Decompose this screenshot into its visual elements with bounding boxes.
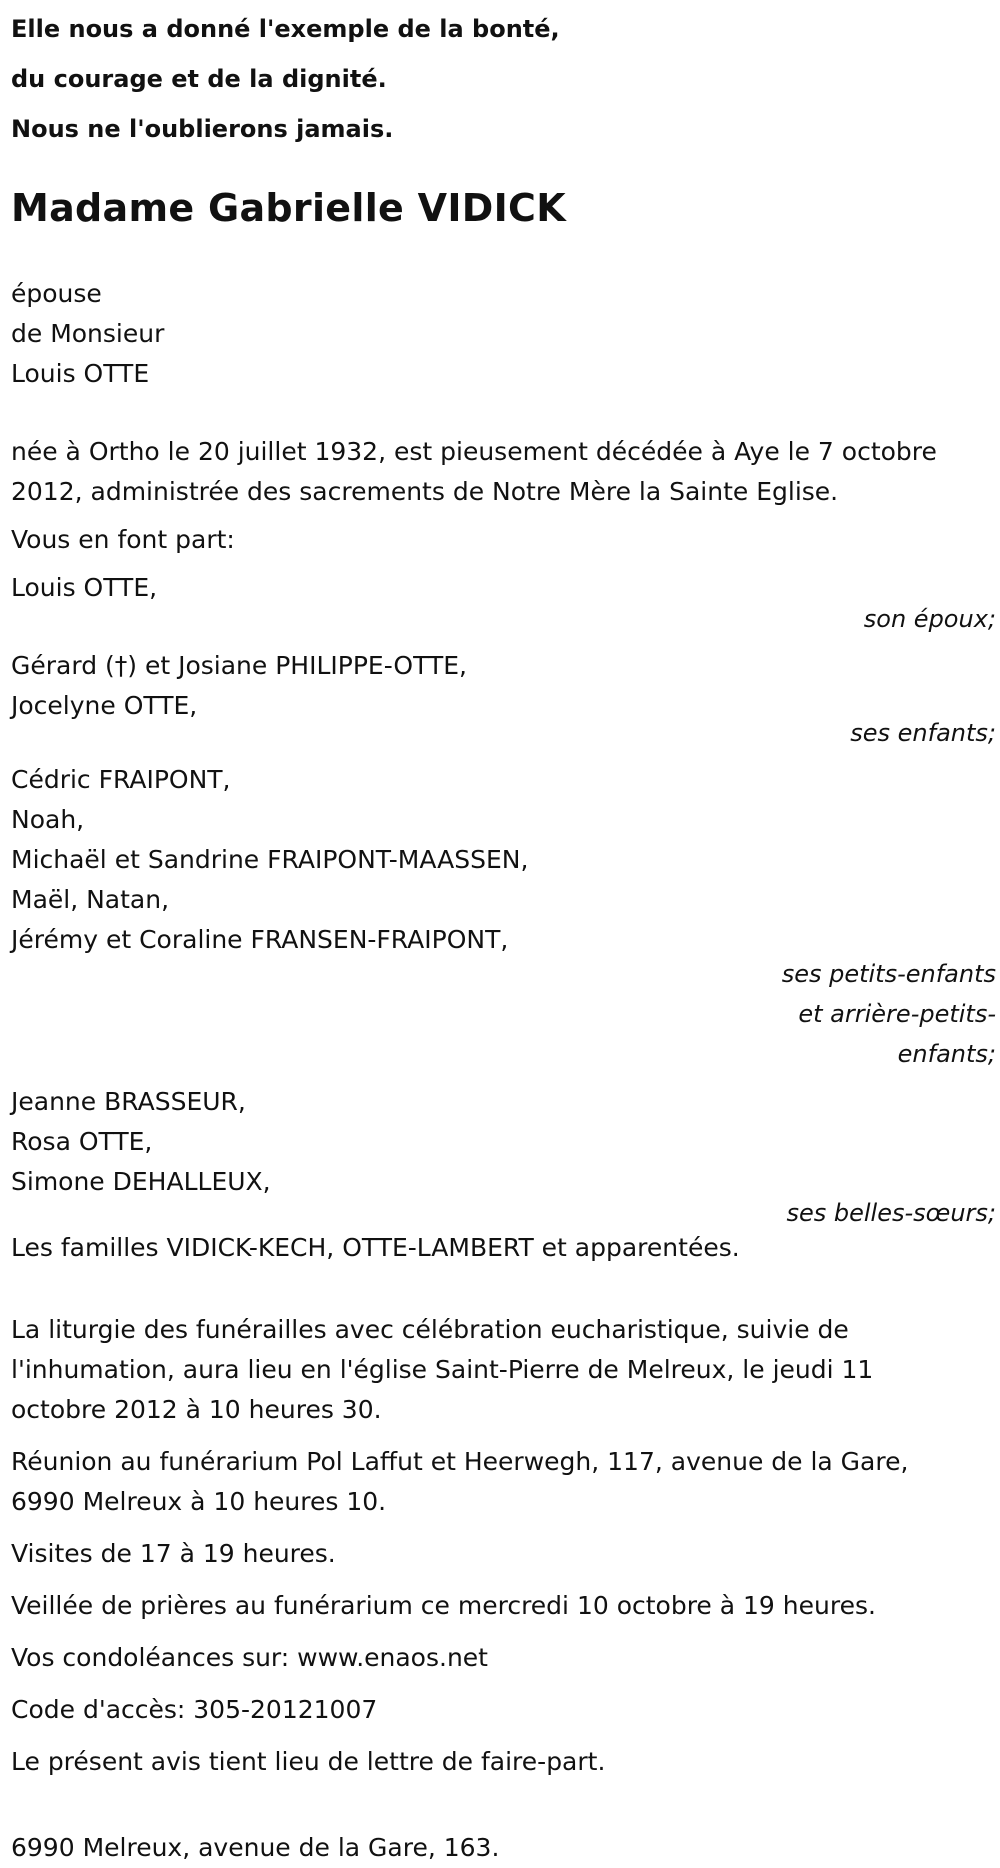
reunion-info (11, 1442, 996, 1522)
relation-line: enfants; (897, 1040, 996, 1068)
spouse-info (11, 274, 996, 394)
liturgy-line: l'inhumation, aura lieu en l'église Saint-Pierre de Melreux, le jeudi 11 (11, 1355, 874, 1384)
relation-label (11, 954, 996, 1074)
motto-line: du courage et de la dignité. (11, 65, 387, 93)
family-member: Gérard (†) et Josiane PHILIPPE-OTTE, (11, 651, 467, 680)
vigil-text: Veillée de prières au funérarium ce mercredi 10 octobre à 19 heures. (11, 1591, 876, 1620)
liturgy-info (11, 1310, 996, 1430)
family-group-sisters-in-law (11, 1082, 996, 1232)
spouse-line: épouse (11, 279, 102, 308)
visits-text: Visites de 17 à 19 heures. (11, 1539, 336, 1568)
intro-text: Vous en font part: (11, 525, 235, 554)
family-member: Jeanne BRASSEUR, (11, 1087, 246, 1116)
family-member: Noah, (11, 805, 85, 834)
family-group-grandchildren (11, 760, 996, 1074)
motto-line: Elle nous a donné l'exemple de la bonté, (11, 15, 560, 43)
condolences-text: Vos condoléances sur: www.enaos.net (11, 1643, 488, 1672)
relation-line: et arrière-petits- (798, 1000, 996, 1028)
relation-label: ses belles-sœurs; (786, 1199, 996, 1227)
birth-death-text: née à Ortho le 20 juillet 1932, est pieusement décédée à Aye le 7 octobre 2012, administrée des sacrements de Notre Mère la Sainte Eglise. (11, 437, 937, 506)
relation-label: ses enfants; (850, 719, 996, 747)
family-member: Simone DEHALLEUX, (11, 1167, 271, 1196)
relation-line: ses petits-enfants (781, 960, 996, 988)
access-code-text: Code d'accès: 305-20121007 (11, 1695, 378, 1724)
family-member: Michaël et Sandrine FRAIPONT-MAASSEN, (11, 845, 529, 874)
liturgy-line: octobre 2012 à 10 heures 30. (11, 1395, 382, 1424)
family-group-spouse (11, 568, 996, 638)
liturgy-line: La liturgie des funérailles avec célébration eucharistique, suivie de (11, 1315, 849, 1344)
notice-text: Le présent avis tient lieu de lettre de faire-part. (11, 1747, 606, 1776)
reunion-line: 6990 Melreux à 10 heures 10. (11, 1487, 387, 1516)
family-member: Jérémy et Coraline FRANSEN-FRAIPONT, (11, 925, 509, 954)
spouse-line: de Monsieur (11, 319, 165, 348)
families-text: Les familles VIDICK-KECH, OTTE-LAMBERT et apparentées. (11, 1233, 740, 1262)
address-text: 6990 Melreux, avenue de la Gare, 163. (11, 1833, 500, 1862)
relation-label: son époux; (863, 605, 996, 633)
reunion-line: Réunion au funérarium Pol Laffut et Heerwegh, 117, avenue de la Gare, (11, 1447, 909, 1476)
spouse-line: Louis OTTE (11, 359, 150, 388)
family-member: Cédric FRAIPONT, (11, 765, 231, 794)
family-member: Louis OTTE, (11, 573, 158, 602)
motto (11, 0, 996, 154)
obituary-notice (11, 0, 996, 1868)
family-member: Maël, Natan, (11, 885, 170, 914)
family-group-children (11, 646, 996, 752)
deceased-name: Madame Gabrielle VIDICK (11, 186, 566, 230)
family-member: Rosa OTTE, (11, 1127, 153, 1156)
family-member: Jocelyne OTTE, (11, 691, 198, 720)
motto-line: Nous ne l'oublierons jamais. (11, 115, 394, 143)
